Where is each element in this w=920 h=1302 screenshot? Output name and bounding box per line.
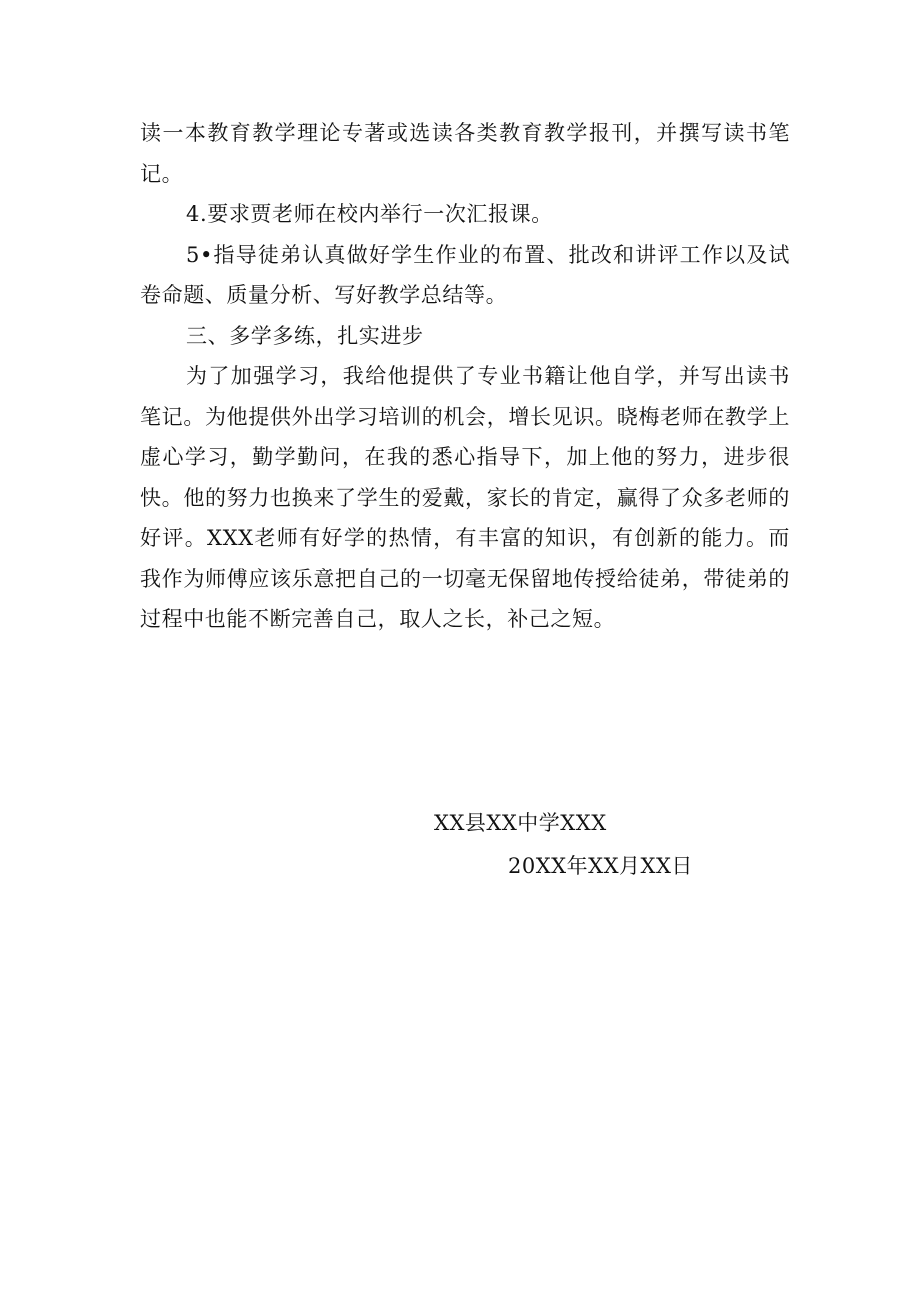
- paragraph-reading-notes: 读一本教育教学理论专著或选读各类教育教学报刊，并撰写读书笔记。: [140, 121, 790, 186]
- signature-date: 20XX年XX月XX日: [508, 854, 693, 878]
- document-body: [140, 113, 790, 640]
- section-heading-3: 三、多学多练，扎实进步: [186, 323, 424, 348]
- paragraph-item-4: 4.要求贾老师在校内举行一次汇报课。: [186, 202, 553, 226]
- paragraph-summary: 为了加强学习，我给他提供了专业书籍让他自学，并写出读书笔记。为他提供外出学习培训的机会，增长见识。晓梅老师在教学上虚心学习，勤学勤问，在我的悉心指导下，加上他的努力，进步很快。他的努力也换来了学生的爱戴，家长的肯定，赢得了众多老师的好评。XXX老师有好学的热情，有丰富的知识，有创新的能力。而我作为师傅应该乐意把自己的一切毫无保留地传授给徒弟，带徒弟的过程中也能不断完善自己，取人之长，补己之短。: [140, 364, 790, 631]
- signature-school: XX县XX中学XXX: [434, 811, 607, 835]
- paragraph-item-5: 5•指导徒弟认真做好学生作业的布置、批改和讲评工作以及试卷命题、质量分析、写好教学总结等。: [140, 242, 790, 307]
